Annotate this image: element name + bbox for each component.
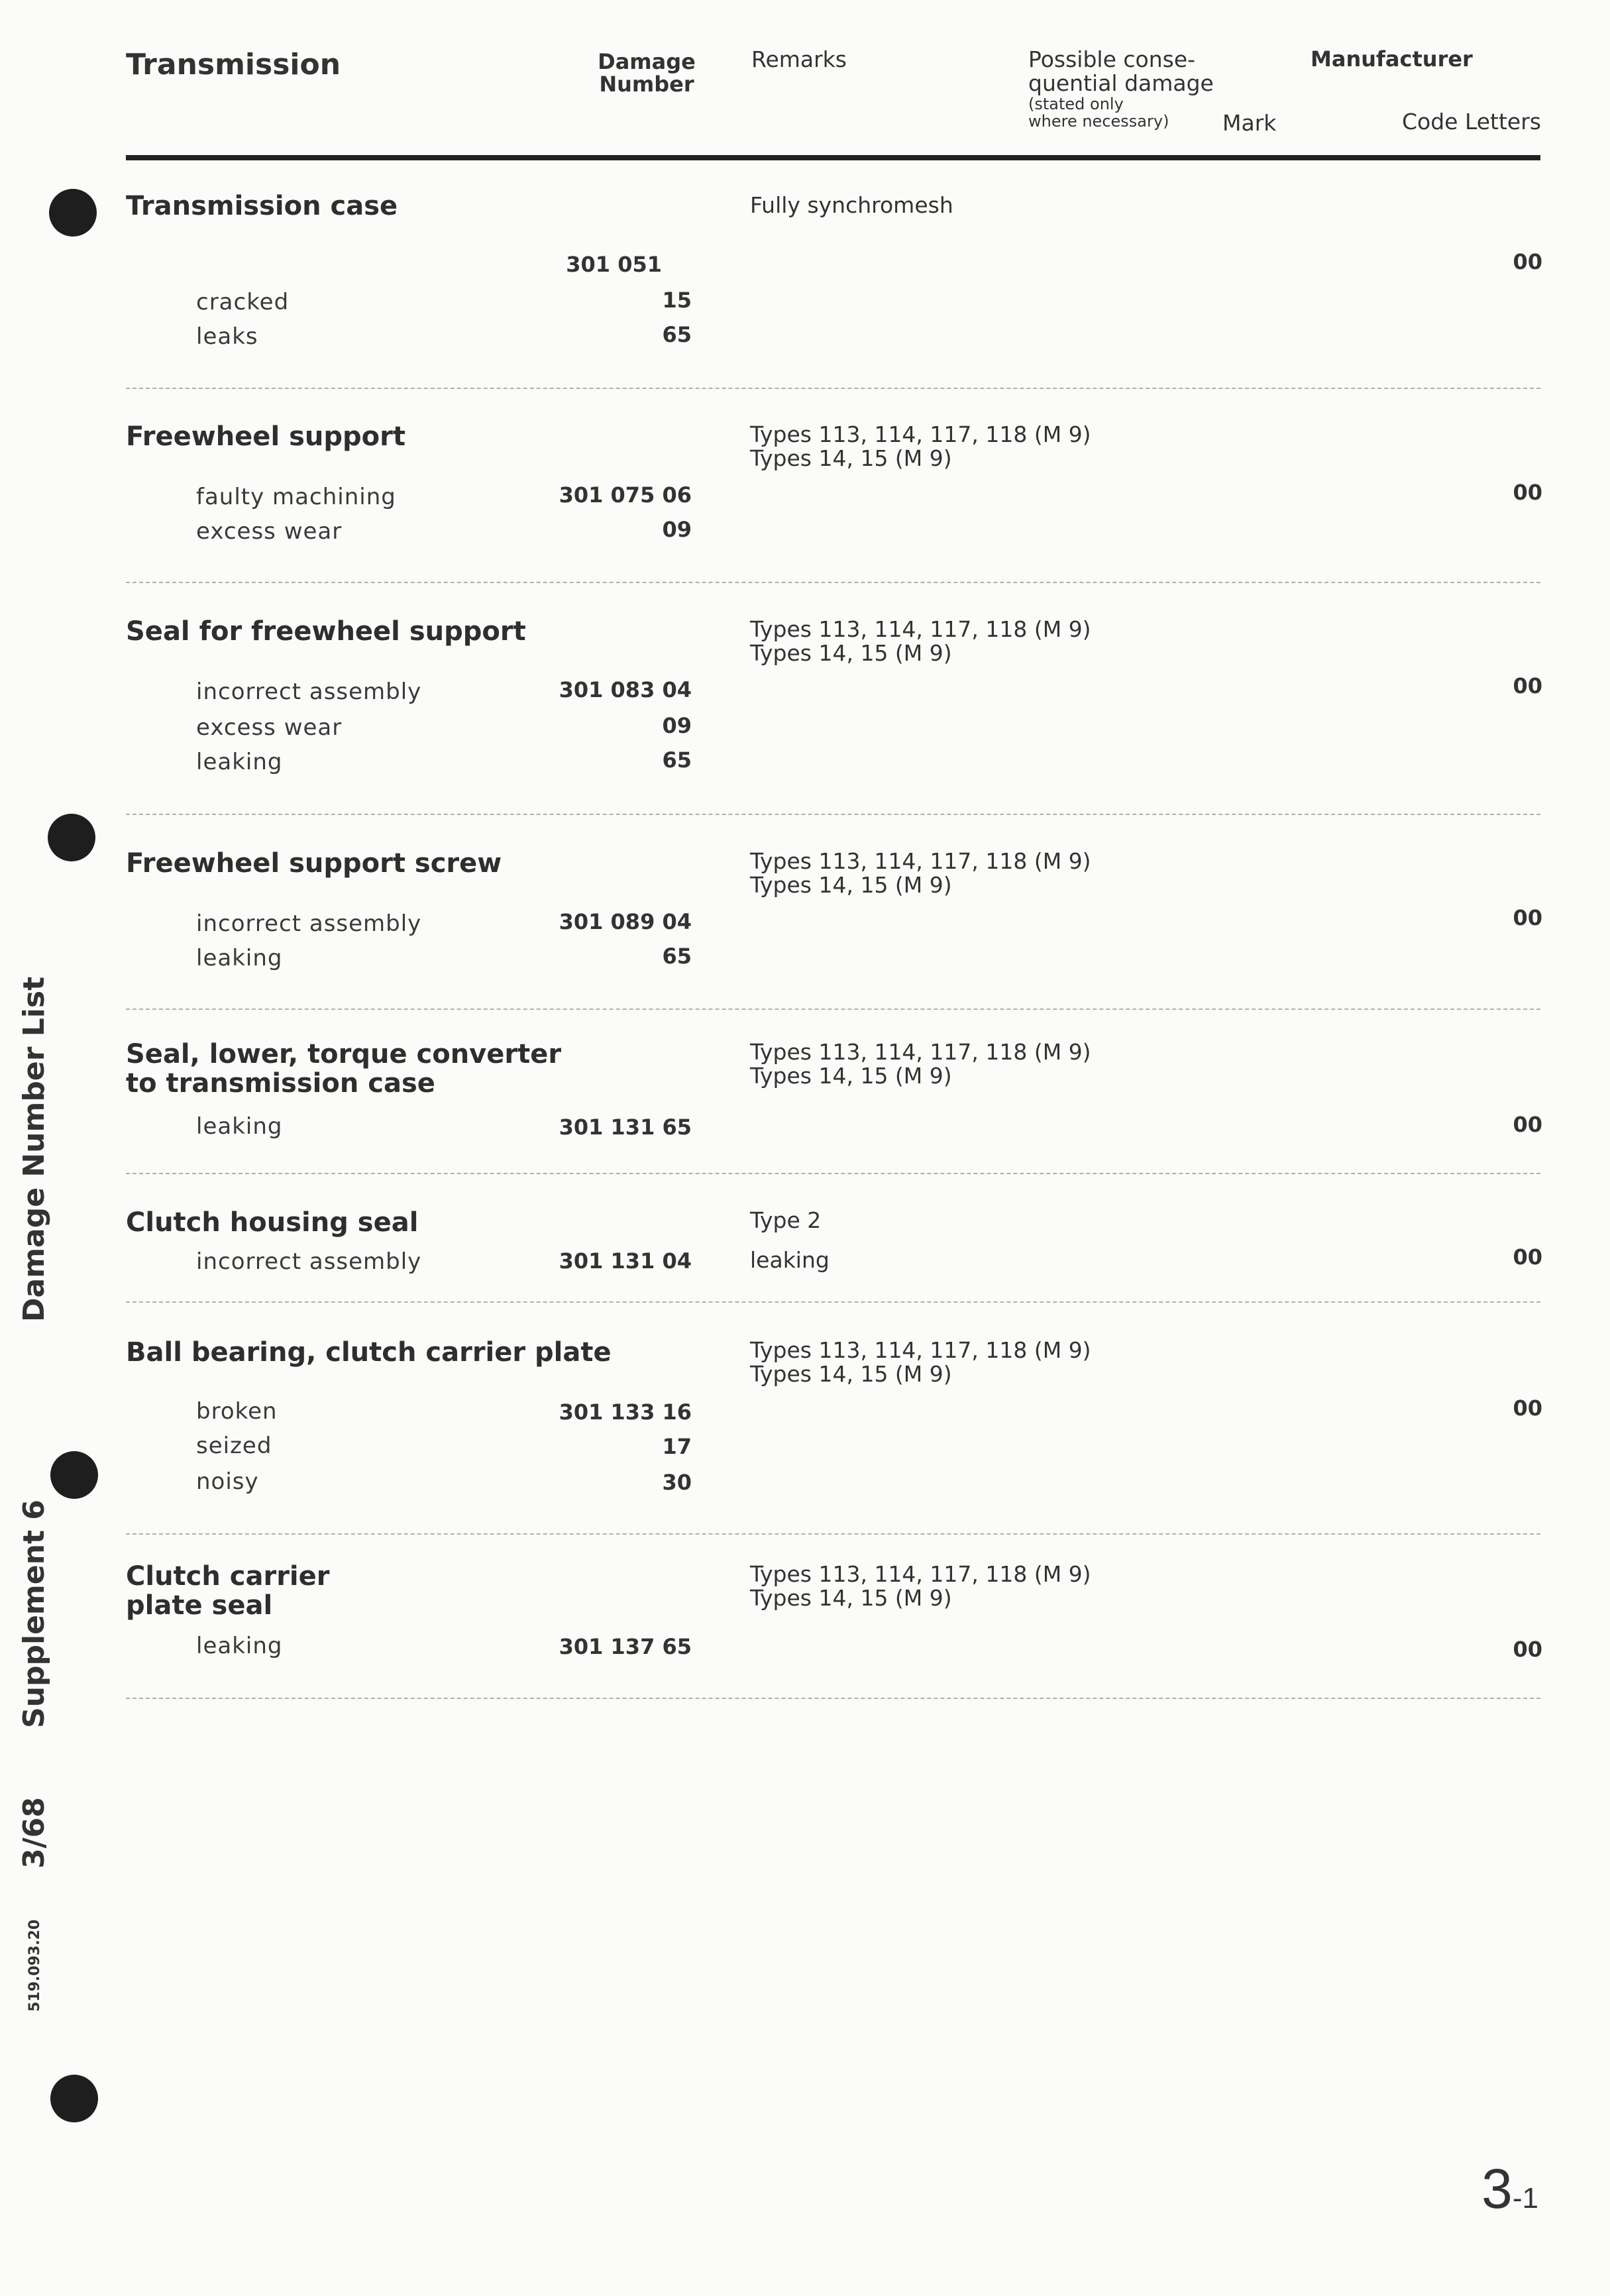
section-title: Clutch carrier xyxy=(126,1561,330,1592)
item-label: leaking xyxy=(196,1633,283,1659)
section-title: Freewheel support screw xyxy=(126,848,502,879)
section-remark: Types 14, 15 (M 9) xyxy=(750,1585,952,1611)
item-number: 09 xyxy=(662,517,692,542)
section-remark: leaking xyxy=(750,1247,830,1273)
section-divider xyxy=(126,388,1540,389)
item-number: 301 133 16 xyxy=(559,1399,692,1425)
section-title: to transmission case xyxy=(126,1068,435,1099)
header-remarks: Remarks xyxy=(751,46,847,72)
section-remark: Types 14, 15 (M 9) xyxy=(750,445,952,471)
page-number: 3-1 xyxy=(1481,2158,1538,2220)
sidebar-supplement: Supplement 6 xyxy=(17,1500,51,1728)
section-divider xyxy=(126,1533,1540,1535)
binder-hole-1 xyxy=(49,189,97,237)
item-number: 65 xyxy=(662,944,692,969)
item-number: 17 xyxy=(662,1434,692,1459)
code-letters: 00 xyxy=(1513,1395,1542,1421)
binder-hole-3 xyxy=(50,1451,98,1499)
section-remark: Types 113, 114, 117, 118 (M 9) xyxy=(750,421,1091,447)
section-remark: Types 14, 15 (M 9) xyxy=(750,872,952,898)
item-number: 301 137 65 xyxy=(559,1634,692,1659)
item-label: excess wear xyxy=(196,518,343,545)
item-label: leaking xyxy=(196,749,283,775)
section-remark: Types 113, 114, 117, 118 (M 9) xyxy=(750,1039,1091,1065)
item-label: faulty machining xyxy=(196,484,396,510)
sidebar-date: 3/68 xyxy=(17,1797,51,1869)
item-label: leaks xyxy=(196,323,258,350)
item-label: broken xyxy=(196,1398,278,1425)
code-letters: 00 xyxy=(1513,673,1542,698)
section-divider xyxy=(126,1301,1540,1303)
section-divider xyxy=(126,1173,1540,1174)
base-damage-number: 301 051 xyxy=(566,252,662,277)
section-remark: Types 113, 114, 117, 118 (M 9) xyxy=(750,1561,1091,1587)
header-manufacturer: Manufacturer xyxy=(1311,46,1473,72)
section-divider xyxy=(126,814,1540,815)
section-title: Clutch housing seal xyxy=(126,1207,419,1238)
code-letters: 00 xyxy=(1513,1637,1542,1662)
item-label: seized xyxy=(196,1433,272,1459)
section-remark: Types 113, 114, 117, 118 (M 9) xyxy=(750,616,1091,642)
item-label: cracked xyxy=(196,289,290,315)
code-letters: 00 xyxy=(1513,905,1542,930)
binder-hole-4 xyxy=(50,2075,98,2122)
item-label: incorrect assembly xyxy=(196,910,422,937)
item-label: leaking xyxy=(196,945,283,971)
section-title: plate seal xyxy=(126,1590,273,1621)
section-remark: Types 14, 15 (M 9) xyxy=(750,1063,952,1089)
item-number: 15 xyxy=(662,288,692,313)
header-possible-damage: Possible conse- quential damage (stated only where necessary) xyxy=(1028,46,1214,131)
item-number: 65 xyxy=(662,747,692,773)
item-label: leaking xyxy=(196,1113,283,1140)
item-number: 301 089 04 xyxy=(559,909,692,934)
sidebar-doc-number: 519.093.20 xyxy=(27,1919,43,2012)
header-rule xyxy=(126,155,1540,160)
section-divider xyxy=(126,1698,1540,1699)
section-remark: Type 2 xyxy=(750,1207,822,1233)
item-label: incorrect assembly xyxy=(196,679,422,705)
section-divider xyxy=(126,1009,1540,1010)
code-letters: 00 xyxy=(1513,480,1542,505)
section-title: Ball bearing, clutch carrier plate xyxy=(126,1337,612,1368)
header-mark: Mark xyxy=(1222,110,1277,136)
item-number: 301 131 65 xyxy=(559,1115,692,1140)
code-letters: 00 xyxy=(1513,1112,1542,1137)
item-number: 301 131 04 xyxy=(559,1248,692,1274)
section-remark: Types 113, 114, 117, 118 (M 9) xyxy=(750,1337,1091,1363)
item-number: 301 075 06 xyxy=(559,482,692,508)
section-title: Seal for freewheel support xyxy=(126,616,526,647)
code-letters: 00 xyxy=(1513,1244,1542,1270)
item-label: excess wear xyxy=(196,714,343,741)
page-title: Transmission xyxy=(126,48,341,82)
item-number: 30 xyxy=(662,1470,692,1495)
section-title: Transmission case xyxy=(126,191,398,221)
item-label: incorrect assembly xyxy=(196,1248,422,1275)
sidebar-list-title: Damage Number List xyxy=(17,976,51,1322)
section-divider xyxy=(126,582,1540,583)
header-code-letters: Code Letters xyxy=(1401,109,1541,135)
section-title: Seal, lower, torque converter xyxy=(126,1039,562,1069)
section-remark: Types 14, 15 (M 9) xyxy=(750,640,952,666)
section-remark: Types 14, 15 (M 9) xyxy=(750,1361,952,1387)
code-letters: 00 xyxy=(1513,249,1542,274)
item-number: 65 xyxy=(662,322,692,347)
section-title: Freewheel support xyxy=(126,421,405,452)
item-number: 09 xyxy=(662,713,692,738)
header-damage-number: Damage Number xyxy=(598,49,696,97)
item-number: 301 083 04 xyxy=(559,677,692,702)
item-label: noisy xyxy=(196,1468,259,1495)
binder-hole-2 xyxy=(48,814,95,861)
section-remark: Types 113, 114, 117, 118 (M 9) xyxy=(750,848,1091,874)
section-remark: Fully synchromesh xyxy=(750,192,953,218)
